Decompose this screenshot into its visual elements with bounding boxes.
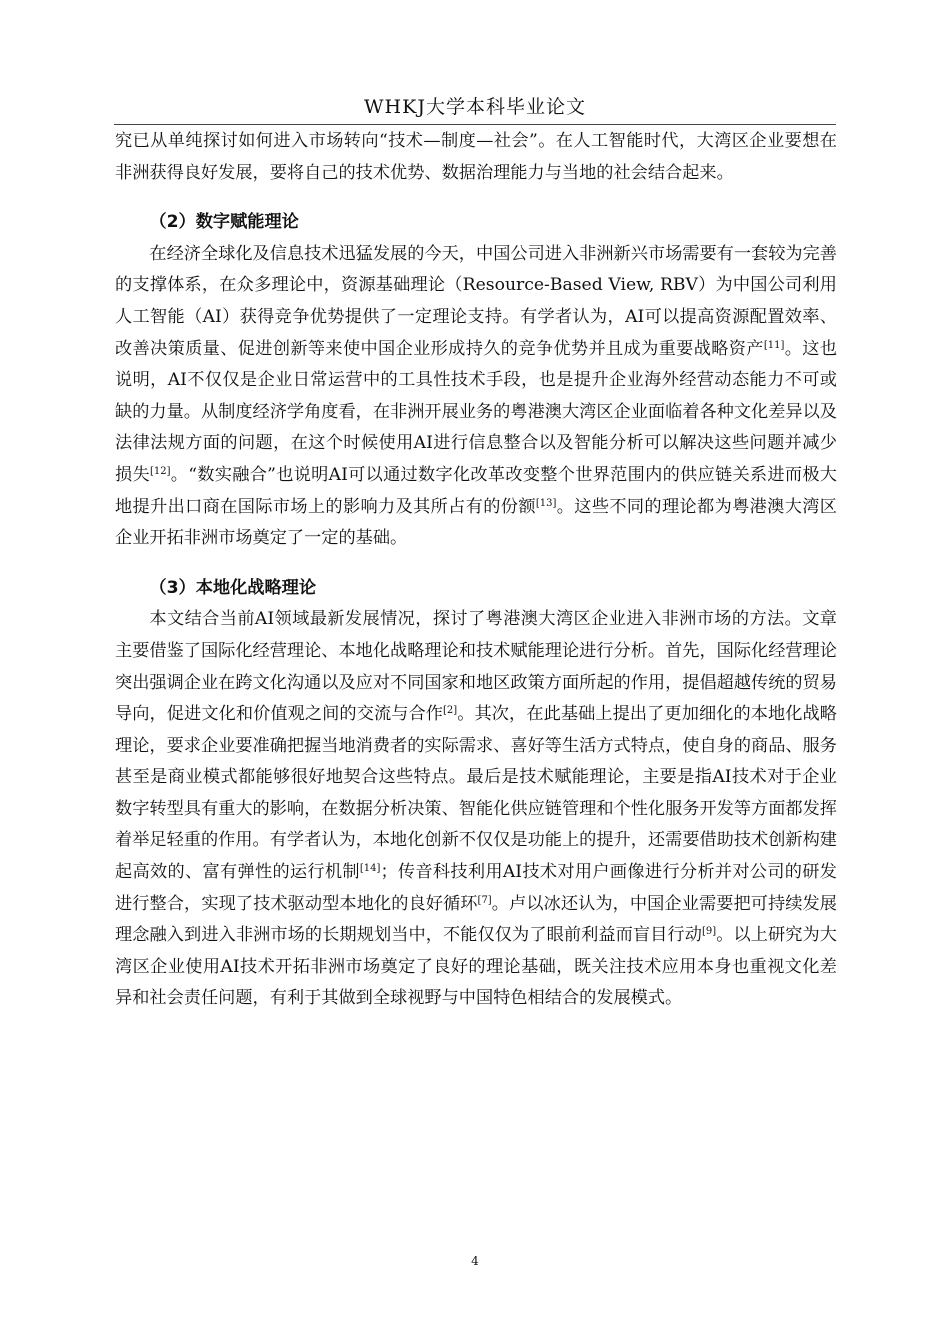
text-run: 。其次，在此基础上提出了更加细化的本地化战略理论，要求企业要准确把握当地消费者的实际需求、喜好等生活方式特点，使自身的商品、服务甚至是商业模式都能够很好地契合这些特点。最后是技术赋能理论，主要是指AI技术对于企业数字转型具有重大的影响，在数据分析决策、智能化供应链管理和个性化服务开发等方面都发挥着举足轻重的作用。有学者认为，本地化创新不仅仅是功能上的提升，还需要借助技术创新构建起高效的、富有弹性的运行机制 [115,704,837,883]
text-run: 在经济全球化及信息技术迅猛发展的今天，中国公司进入非洲新兴市场需要有一套较为完善的支撑体系，在众多理论中，资源基础理论（Resource-Based View, RBV）为中国公司利用人工智能（AI）获得竞争优势提供了一定理论支持。有学者认为，AI可以提高资源配置效率、改善决策质量、促进创新等来使中国企业形成持久的竞争优势并且成为重要战略资产 [115,243,837,359]
running-header [0,94,950,120]
text-run: 。以上研究为大湾区企业使用AI技术开拓非洲市场奠定了良好的理论基础，既关注技术应用本身也重视文化差异和社会责任问题，有利于其做到全球视野与中国特色相结合的发展模式。 [115,925,837,1009]
section-heading-digital: （2）数字赋能理论 [149,212,299,233]
text-run: 本文结合当前AI领域最新发展情况，探讨了粤港澳大湾区企业进入非洲市场的方法。文章主要借鉴了国际化经营理论、本地化战略理论和技术赋能理论进行分析。首先，国际化经营理论突出强调企业在跨文化沟通以及应对不同国家和地区政策方面所起的作用，提倡超越传统的贸易导向，促进文化和价值观之间的交流与合作 [115,609,837,725]
text-run: 。卢以冰还认为，中国企业需要把可持续发展理念融入到进入非洲市场的长期规划当中，不能仅仅为了眼前利益而盲目行动 [115,893,837,946]
body-text [115,126,837,1015]
page-number: 4 [471,1254,479,1268]
citation: [9] [701,926,717,938]
text-run: ；传音科技利用AI技术对用户画像进行分析并对公司的研发进行整合，实现了技术驱动型本地化的良好循环 [115,862,837,914]
header-title: WHKJ大学本科毕业论文 [364,96,586,118]
paragraph-digital [115,239,837,555]
section-heading-localization: （3）本地化战略理论 [149,577,317,598]
text-run: 。这也说明，AI不仅仅是企业日常运营中的工具性技术手段，也是提升企业海外经营动态能力不可或缺的力量。从制度经济学角度看，在非洲开展业务的粤港澳大湾区企业面临着各种文化差异以及法律法规方面的问题，在这个时候使用AI进行信息整合以及智能分析可以解决这些问题并减少损失 [115,338,837,485]
text-run: 。“数实融合”也说明AI可以通过数字化改革改变整个世界范围内的供应链关系进而极大地提升出口商在国际市场上的影响力及其所占有的份额 [115,464,837,517]
paragraph-localization [115,604,837,1015]
header-rule [114,124,836,125]
intro-paragraph: 究已从单纯探讨如何进入市场转向“技术—制度—社会”。在人工智能时代，大湾区企业要想在非洲获得良好发展，要将自己的技术优势、数据治理能力与当地的社会结合起来。 [115,131,837,183]
citation: [7] [477,894,492,906]
text-run: 。这些不同的理论都为粤港澳大湾区企业开拓非洲市场奠定了一定的基础。 [115,496,837,549]
citation: [14] [359,863,381,875]
citation: [2] [443,705,458,717]
citation: [12] [149,465,171,477]
citation: [13] [535,497,557,509]
citation: [11] [763,339,785,351]
